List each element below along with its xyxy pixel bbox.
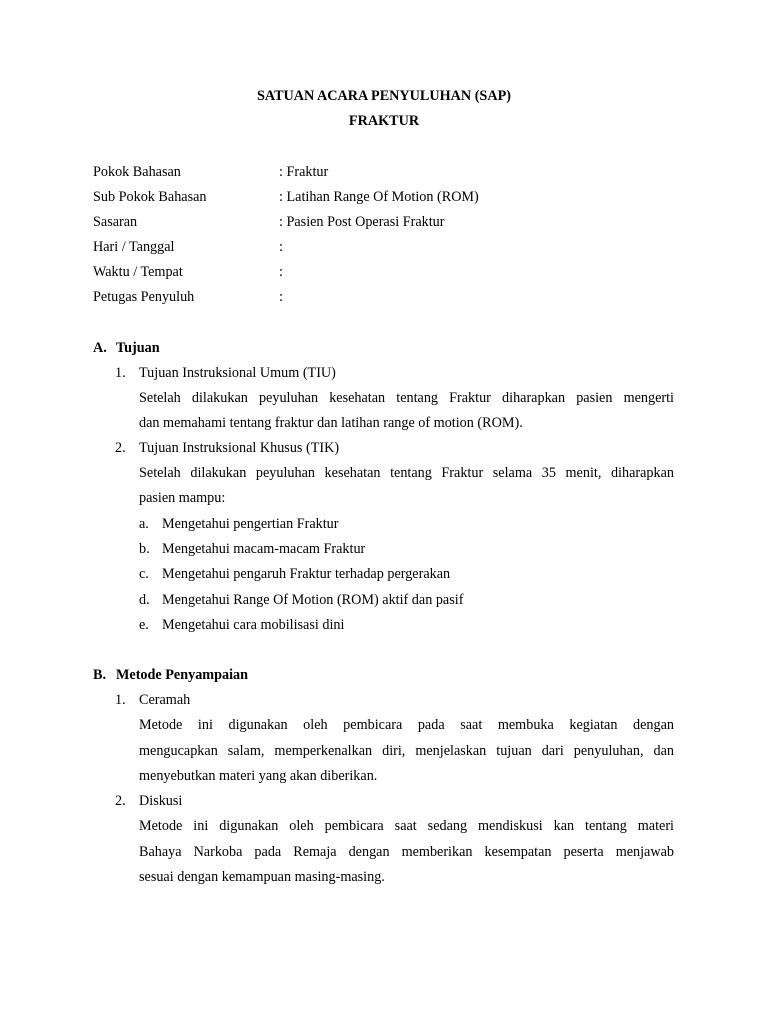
paragraph-line: sesuai dengan kemampuan masing-masing.	[139, 869, 385, 885]
info-value: : Latihan Range Of Motion (ROM)	[279, 189, 479, 205]
document-subtitle: FRAKTUR	[348, 113, 420, 129]
info-value: :	[279, 239, 283, 255]
paragraph-line: mengucapkan salam, memperkenalkan diri, menjelaskan tujuan dari penyuluhan, dan	[139, 743, 674, 759]
section-letter: A.	[93, 340, 107, 356]
document-title: SATUAN ACARA PENYULUHAN (SAP)	[257, 88, 511, 104]
info-value: : Pasien Post Operasi Fraktur	[279, 214, 445, 230]
info-label: Waktu / Tempat	[93, 264, 183, 280]
info-label: Petugas Penyuluh	[93, 289, 195, 305]
paragraph-line: dan memahami tentang fraktur dan latihan range of motion (ROM).	[139, 415, 523, 431]
item-title: Tujuan Instruksional Khusus (TIK)	[139, 440, 340, 456]
info-value: : Fraktur	[279, 164, 329, 180]
item-title: Ceramah	[139, 692, 191, 708]
subitem-text: Mengetahui cara mobilisasi dini	[162, 617, 345, 633]
info-label: Sub Pokok Bahasan	[93, 189, 207, 205]
item-number: 1.	[115, 365, 126, 381]
section-title: Metode Penyampaian	[116, 667, 249, 683]
subitem-letter: b.	[139, 541, 150, 557]
item-title: Diskusi	[139, 793, 183, 809]
info-label: Hari / Tanggal	[93, 239, 175, 255]
subitem-text: Mengetahui macam-macam Fraktur	[162, 541, 366, 557]
subitem-letter: e.	[139, 617, 149, 633]
subitem-letter: c.	[139, 566, 149, 582]
paragraph-line: Bahaya Narkoba pada Remaja dengan memberikan kesempatan peserta menjawab	[139, 844, 674, 860]
info-label: Sasaran	[93, 214, 138, 230]
item-number: 2.	[115, 793, 126, 809]
paragraph-line: pasien mampu:	[139, 490, 226, 506]
paragraph-line: Setelah dilakukan peyuluhan kesehatan tentang Fraktur selama 35 menit, diharapkan	[139, 465, 674, 481]
subitem-text: Mengetahui pengaruh Fraktur terhadap pergerakan	[162, 566, 451, 582]
info-value: :	[279, 289, 283, 305]
info-value: :	[279, 264, 283, 280]
subitem-letter: a.	[139, 516, 149, 532]
subitem-text: Mengetahui Range Of Motion (ROM) aktif dan pasif	[162, 592, 464, 608]
item-number: 2.	[115, 440, 126, 456]
info-label: Pokok Bahasan	[93, 164, 181, 180]
subitem-letter: d.	[139, 592, 150, 608]
item-number: 1.	[115, 692, 126, 708]
section-letter: B.	[93, 667, 107, 683]
paragraph-line: Metode ini digunakan oleh pembicara pada saat membuka kegiatan dengan	[139, 717, 674, 733]
paragraph-line: Metode ini digunakan oleh pembicara saat sedang mendiskusi kan tentang materi	[139, 818, 674, 834]
item-title: Tujuan Instruksional Umum (TIU)	[139, 365, 336, 381]
subitem-text: Mengetahui pengertian Fraktur	[162, 516, 339, 532]
paragraph-line: Setelah dilakukan peyuluhan kesehatan tentang Fraktur diharapkan pasien mengerti	[139, 390, 674, 406]
paragraph-line: menyebutkan materi yang akan diberikan.	[139, 768, 378, 784]
section-title: Tujuan	[116, 340, 160, 356]
